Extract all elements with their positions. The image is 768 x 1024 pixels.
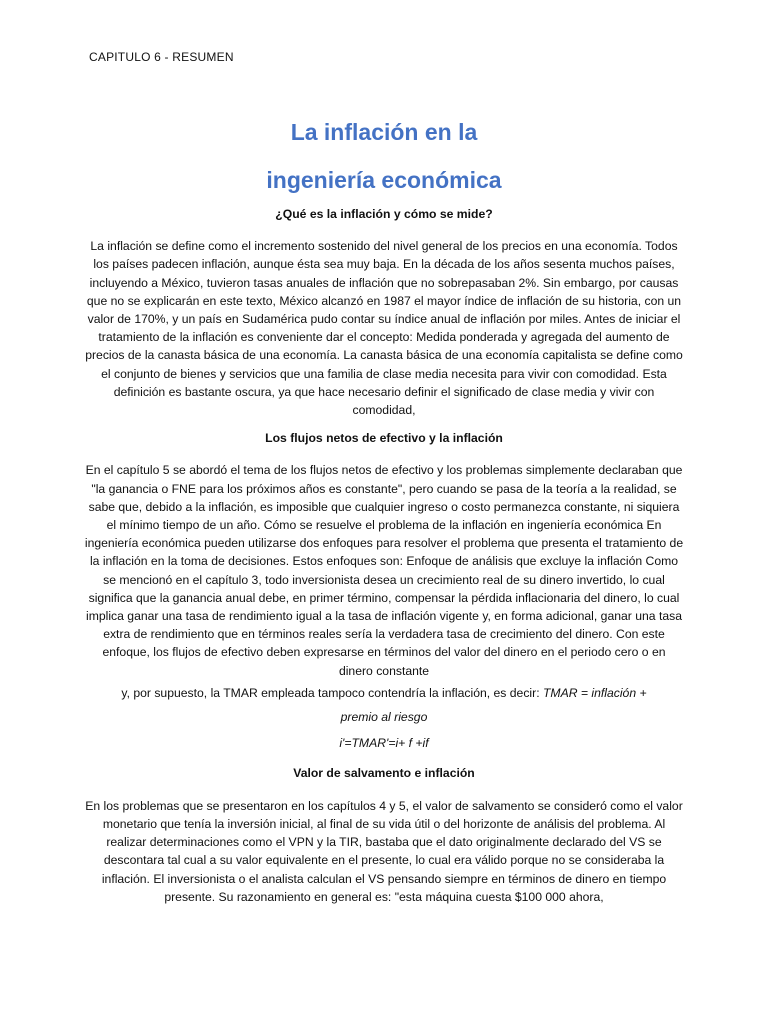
formula-tmar-prime: i'=TMAR'=i+ f +if [339,736,429,751]
section-paragraph-cash-flows: En el capítulo 5 se abordó el tema de los flujos netos de efectivo y los problemas simplemente declaraban que "la ganancia o FNE para los próximos años es constante", pero cuando se pasa de la teoría a la realidad, se sabe que, debido a la inflación, es imposible que cualquier ingreso o costo permanezca constante, ni siquiera el mínimo tiempo de un año. Cómo se resuelve el problema de la inflación en ingeniería económica En ingeniería económica pueden utilizarse dos enfoques para resolver el problema que presenta el tratamiento de la inflación en la toma de decisiones. Estos enfoques son: Enfoque de análisis que excluye la inflación Como se mencionó en el capítulo 3, todo inversionista desea un crecimiento real de su dinero invertido, lo cual significa que la ganancia anual debe, en primer término, compensar la pérdida inflacionaria del dinero, lo cual implica ganar una tasa de rendimiento igual a la tasa de inflación vigente y, en forma adicional, ganar una tasa extra de rendimiento que en términos reales sería la verdadera tasa de crecimiento del dinero. Con este enfoque, los flujos de efectivo deben expresarse en términos del valor del dinero en el periodo cero o en dinero constante [84,463,684,678]
title-line-2: ingeniería económica [266,167,502,193]
document-body [84,205,684,916]
formula-tmar-part-a: TMAR = inflación + [542,685,647,700]
formula-intro-text: y, por supuesto, la TMAR empleada tampoco contendría la inflación, es decir: [121,685,540,700]
section-paragraph-salvage-value: En los problemas que se presentaron en los capítulos 4 y 5, el valor de salvamento se consideró como el valor monetario que tenía la inversión inicial, al final de su vida útil o del horizonte de análisis del problema. Al realizar determinaciones como el VPN y la TIR, bastaba que el dato originalmente declarado del VS se descontara tal cual a su valor equivalente en el presente, lo cual era válido porque no se consideraba la inflación. El inversionista o el analista calculan el VS pensando siempre en términos de dinero en tiempo presente. Su razonamiento en general es: "esta máquina cuesta $100 000 ahora, [85,798,683,904]
formula-tmar-part-b: premio al riesgo [340,710,428,725]
section-heading-salvage-value: Valor de salvamento e inflación [293,766,475,781]
formula-intro-line [84,684,684,702]
chapter-header: CAPITULO 6 - RESUMEN [89,50,234,64]
section-heading-cash-flows: Los flujos netos de efectivo y la inflación [265,431,503,446]
section-heading-inflation: ¿Qué es la inflación y cómo se mide? [275,207,493,221]
document-title [0,108,768,204]
title-line-1: La inflación en la [290,119,478,145]
section-paragraph-inflation: La inflación se define como el incremento sostenido del nivel general de los precios en una economía. Todos los países padecen inflación, aunque ésta sea muy baja. En la década de los años sesenta muchos países, incluyendo a México, tuvieron tasas anuales de inflación que no sobrepasaban 2%. Sin embargo, por causas que no se explicarán en este texto, México alcanzó en 1987 el mayor índice de inflación de su historia, con un valor de 170%, y un país en Sudamérica pudo contar su índice anual de inflación por miles. Antes de iniciar el tratamiento de la inflación es conveniente dar el concepto: Medida ponderada y agregada del aumento de precios de la canasta básica de una economía. La canasta básica de una economía capitalista se define como el conjunto de bienes y servicios que una familia de clase media necesita para vivir con comodidad. Esta definición es bastante oscura, ya que hace necesario definir el significado de clase media y vivir con comodidad, [85,239,683,418]
